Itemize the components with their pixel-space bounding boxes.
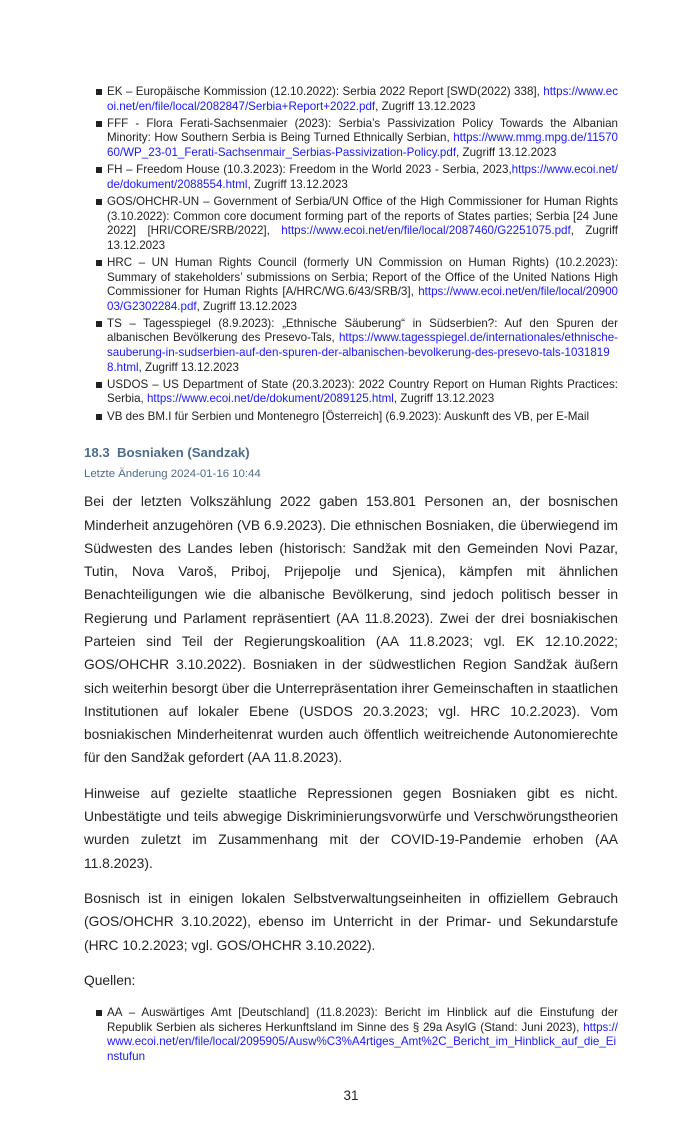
reference-text: FFF - Flora Ferati-Sachsenmaier (2023): Serbia’s Passivization Policy Towards the Albanian Minority: How Southern Serbia is Being Turned Ethnically Serbian, [107,116,618,145]
bullet-icon [96,260,102,266]
reference-access-date: , Zugriff 13.12.2023 [107,224,619,252]
reference-text: TS – Tagesspiegel (8.9.2023): „Ethnische Säuberung“ in Südserbien?: Auf den Spuren der albanischen Bevölkerung des Presevo-Tals, [107,316,618,345]
reference-text: GOS/OHCHR-UN – Government of Serbia/UN Office of the High Commissioner for Human Rights (3.10.2022): Common core document forming part of the reports of States parties; Serbia [24 June 2022] [HRI/CORE/SRB/2022], [107,194,618,238]
reference-item [96,85,618,114]
reference-item [96,117,618,161]
reference-link[interactable]: https://www.ecoi.net/en/file/local/2087460/G2251075.pdf [281,224,571,238]
bullet-icon [96,414,102,420]
reference-item [96,195,618,253]
reference-text: USDOS – US Department of State (20.3.2023): 2022 Country Report on Human Rights Practices: Serbia, [107,377,618,406]
section-number: 18.3 [84,445,110,461]
reference-list [96,85,618,424]
paragraph: Bosnisch ist in einigen lokalen Selbstverwaltungseinheiten in offiziellem Gebrauch (GOS/OHCHR 3.10.2022), ebenso im Unterricht in der Primar- und Sekundarstufe (HRC 10.2.2023; vgl. GOS/OHCHR 3.10.2022). [84,890,618,953]
reference-text: VB des BM.I für Serbien und Montenegro [Österreich] (6.9.2023): Auskunft des VB, per E-Mail [107,409,590,423]
reference-item [96,163,618,192]
bullet-icon [96,167,102,173]
section-title: Bosniaken (Sandzak) [117,445,250,461]
reference-access-date: , Zugriff 13.12.2023 [456,145,557,159]
reference-access-date: , Zugriff 13.12.2023 [138,360,239,374]
reference-link[interactable]: https://www.tagesspiegel.de/internationales/ethnische-sauberung-in-sudserbien-auf-den-spuren-der-albanischen-bevolkerung-des-presevo-tals-10318198.html [107,331,618,374]
reference-link[interactable]: https://www.ecoi.net/de/dokument/2089125.html [146,392,394,406]
reference-link[interactable]: https://www.mmg.mpg.de/1157060/WP_23-01_Ferati-Sachsenmair_Serbias-Passivization-Policy.pdf [107,131,618,159]
paragraph: Bei der letzten Volkszählung 2022 gaben 153.801 Personen an, der bosnischen Minderheit anzugehören (VB 6.9.2023). Die ethnischen Bosniaken, die überwiegend im Südwesten des Landes leben (historisch: Sandžak mit den Gemeinden Novi Pazar, Tutin, Nova Varoš, Priboj, Prijepolje und Sjenica), kämpfen mit ähnlichen Benachteiligungen wie die albanische Bevölkerung, sind jedoch politisch besser in Regierung und Parlament repräsentiert (AA 11.8.2023). Zwei der drei bosniakischen Parteien sind Teil der Regierungskoalition (AA 11.8.2023; vgl. EK 12.10.2022; GOS/OHCHR 3.10.2022). Bosniaken in der südwestlichen Region Sandžak äußern sich weiterhin besorgt über die Unterrepräsentation ihrer Gemeinschaften in staatlichen Institutionen auf lokaler Ebene (USDOS 20.3.2023; vgl. HRC 10.2.2023). Vom bosniakischen Minderheitenrat wurden auch öffentlich weitreichende Autonomierechte für den Sandžak gefordert (AA 11.8.2023). [84,494,618,766]
reference-text: FH – Freedom House (10.3.2023): Freedom in the World 2023 - Serbia, 2023, [107,163,512,177]
reference-item [96,317,618,375]
bullet-icon [96,121,102,127]
reference-item [96,1006,618,1064]
reference-access-date: , Zugriff 13.12.2023 [247,177,348,191]
reference-link[interactable]: https://www.ecoi.net/en/file/local/2090003/G2302284.pdf [107,285,618,313]
bullet-icon [96,1010,102,1016]
reference-link[interactable]: https://www.ecoi.net/en/file/local/2082847/Serbia+Report+2022.pdf [107,85,618,113]
reference-text: EK – Europäische Kommission (12.10.2022): Serbia 2022 Report [SWD(2022) 338], [107,85,544,98]
bullet-icon [96,89,102,95]
section-body [84,490,618,992]
page-number: 31 [343,1087,359,1103]
reference-item [96,378,618,407]
last-updated: Letzte Änderung 2024-01-16 10:44 [84,468,261,481]
bullet-icon [96,321,102,327]
bullet-icon [96,382,102,388]
reference-access-date: , Zugriff 13.12.2023 [375,99,476,113]
reference-link[interactable]: https://www.ecoi.net/en/file/local/2095905/Ausw%C3%A4rtiges_Amt%2C_Bericht_im_Hinblick_auf_die_Einstufun [107,1020,618,1063]
section-heading [84,444,618,461]
reference-item [96,410,618,425]
bullet-icon [96,199,102,205]
paragraph: Hinweise auf gezielte staatliche Repressionen gegen Bosniaken gibt es nicht. Unbestätigte und teils abwegige Diskriminierungsvorwürfe und Verschwörungstheorien wurden zuletzt im Zusammenhang mit der COVID-19-Pandemie erhoben (AA 11.8.2023). [84,785,618,871]
reference-list [96,1006,618,1064]
reference-access-date: , Zugriff 13.12.2023 [393,392,495,406]
reference-item [96,256,618,314]
reference-text: HRC – UN Human Rights Council (formerly UN Commission on Human Rights) (10.2.2023): Summary of stakeholders’ submissions on Serbia; Report of the Office of the United Nations High Commissioner for Human Rights [A/HRC/WG.6/43/SRB/3], [107,255,618,299]
reference-access-date: , Zugriff 13.12.2023 [196,299,297,313]
sources-label: Quellen: [84,972,136,988]
reference-text: AA – Auswärtiges Amt [Deutschland] (11.8.2023): Bericht im Hinblick auf die Einstufung der Republik Serbien als sicheres Herkunftsland im Sinne des § 29a AsylG (Stand: Juni 2023), [107,1006,618,1034]
reference-link[interactable]: https://www.ecoi.net/de/dokument/2088554.html [107,163,618,191]
